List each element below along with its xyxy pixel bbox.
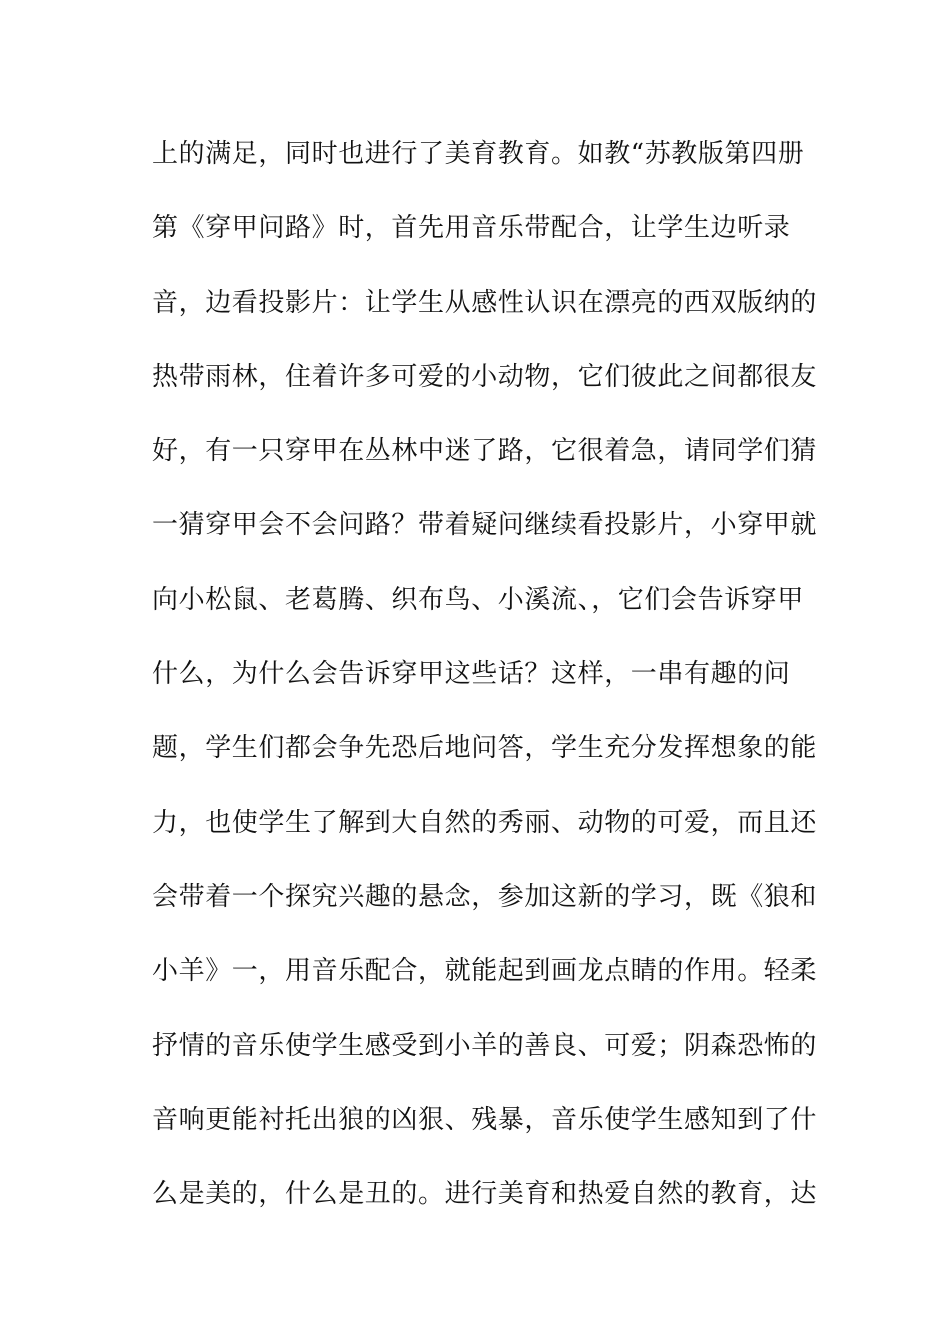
- text-line: 小羊》一，用音乐配合，就能起到画龙点睛的作用。轻柔: [152, 956, 818, 987]
- text-line: 音响更能衬托出狼的凶狠、残暴，音乐使学生感知到了什: [152, 1104, 818, 1135]
- text-line: 题，学生们都会争先恐后地问答，学生充分发挥想象的能: [152, 733, 818, 764]
- text-line: 音，边看投影片：让学生从感性认识在漂亮的西双版纳的: [152, 287, 818, 318]
- text-line: 向小松鼠、老葛腾、织布鸟、小溪流、，它们会告诉穿甲: [152, 584, 805, 615]
- text-line: 会带着一个探究兴趣的悬念，参加这新的学习，既《狼和: [152, 881, 818, 912]
- text-line: 第《穿甲问路》时，首先用音乐带配合，让学生边听录: [152, 213, 791, 244]
- text-line: 什么，为什么会告诉穿甲这些话？这样，一串有趣的问: [152, 659, 791, 690]
- text-line: 力，也使学生了解到大自然的秀丽、动物的可爱，而且还: [152, 807, 818, 838]
- text-line: 一猜穿甲会不会问路？带着疑问继续看投影片，小穿甲就: [152, 510, 818, 541]
- body-text: [152, 128, 818, 1242]
- text-line: 好，有一只穿甲在丛林中迷了路，它很着急，请同学们猜: [152, 436, 818, 467]
- text-line: 热带雨林，住着许多可爱的小动物，它们彼此之间都很友: [152, 361, 818, 392]
- text-line: 上的满足，同时也进行了美育教育。如教“苏教版第四册: [152, 139, 805, 169]
- text-line: 么是美的，什么是丑的。进行美育和热爱自然的教育，达: [152, 1179, 818, 1210]
- text-line: 抒情的音乐使学生感受到小羊的善良、可爱；阴森恐怖的: [152, 1030, 818, 1061]
